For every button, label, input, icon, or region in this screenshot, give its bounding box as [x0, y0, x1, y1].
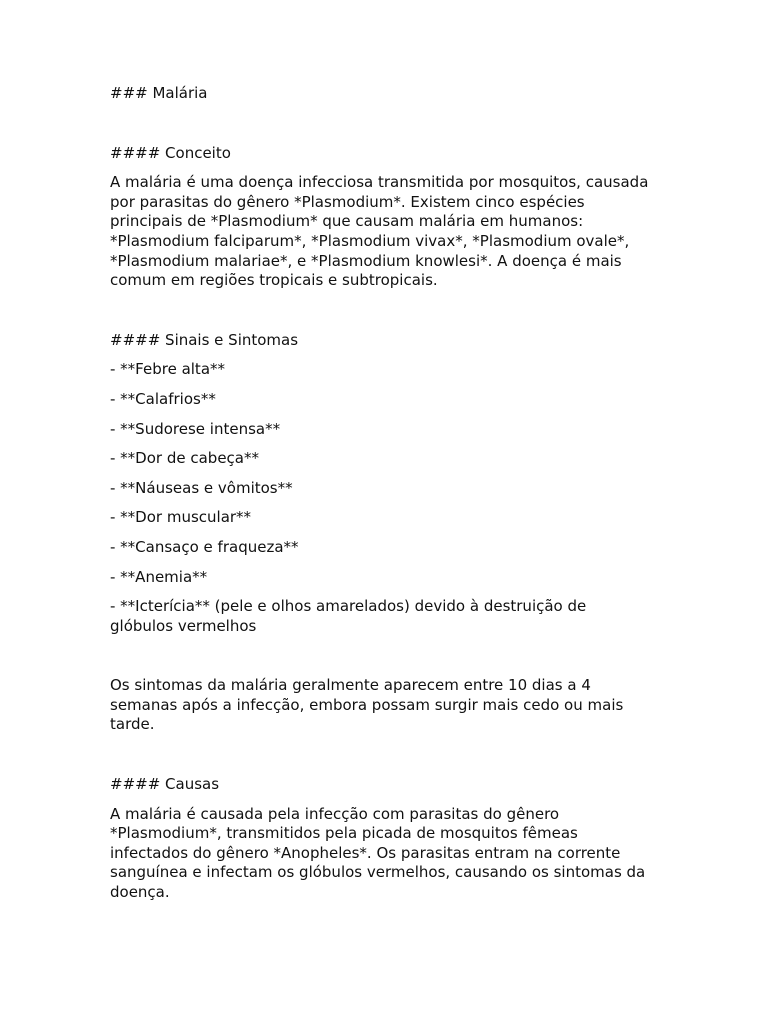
- paragraph-causas: A malária é causada pela infecção com parasitas do gênero *Plasmodium*, transmitidos pela picada de mosquitos fêmeas infectados do gênero *Anopheles*. Os parasitas entram na corrente sanguínea e infectam os glóbulos vermelhos, causando os sintomas da doença.: [110, 804, 651, 902]
- list-item: - **Cansaço e fraqueza**: [110, 537, 299, 556]
- heading-conceito: #### Conceito: [110, 143, 231, 162]
- list-item: - **Anemia**: [110, 567, 208, 586]
- heading-causas: #### Causas: [110, 775, 220, 794]
- symptoms-list: [110, 360, 650, 636]
- list-item: - **Calafrios**: [110, 389, 216, 408]
- list-item: - **Icterícia** (pele e olhos amarelados) devido à destruição de glóbulos vermelhos: [110, 597, 592, 635]
- paragraph-symptoms-onset: Os sintomas da malária geralmente aparecem entre 10 dias a 4 semanas após a infecção, embora possam surgir mais cedo ou mais tarde.: [110, 676, 629, 734]
- paragraph-conceito: A malária é uma doença infecciosa transmitida por mosquitos, causada por parasitas do gênero *Plasmodium*. Existem cinco espécies principais de *Plasmodium* que causam malária em humanos: *Plasmodium falciparum*, *Plasmodium vivax*, *Plasmodium ovale*, *Plasmodium malariae*, e *Plasmodium knowlesi*. A doença é mais comum em regiões tropicais e subtropicais.: [110, 173, 654, 290]
- heading-sinais-sintomas: #### Sinais e Sintomas: [110, 330, 299, 349]
- list-item: - **Dor de cabeça**: [110, 449, 259, 468]
- document-page: [110, 84, 654, 903]
- list-item: - **Febre alta**: [110, 360, 226, 379]
- list-item: - **Sudorese intensa**: [110, 419, 281, 438]
- list-item: - **Dor muscular**: [110, 508, 252, 527]
- document-title: ### Malária: [110, 84, 208, 102]
- list-item: - **Náuseas e vômitos**: [110, 478, 293, 497]
